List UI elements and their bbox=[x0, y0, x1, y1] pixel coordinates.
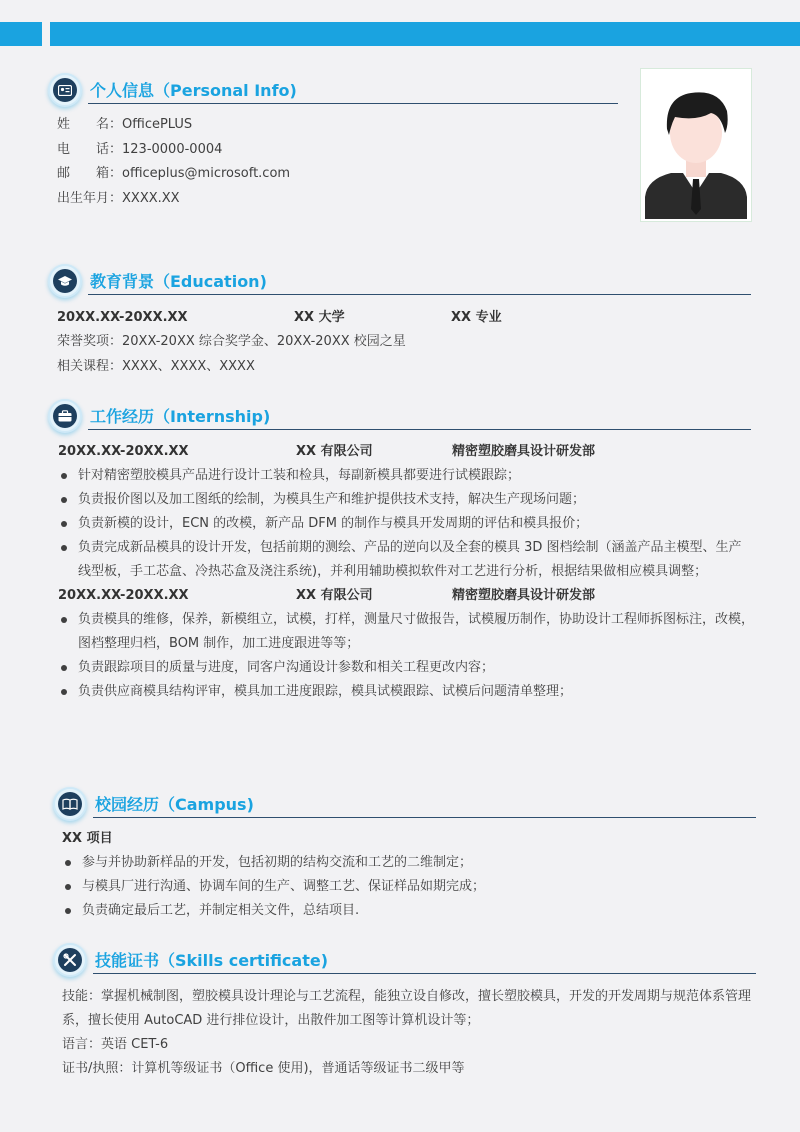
education-title: 教育背景（Education) bbox=[90, 272, 267, 291]
education-courses: 相关课程：XXXX、XXXX、XXXX bbox=[57, 358, 255, 374]
campus-title: 校园经历（Campus) bbox=[95, 795, 254, 814]
personal-section bbox=[48, 73, 618, 109]
skills-body bbox=[62, 985, 758, 1081]
work-section bbox=[48, 399, 751, 435]
education-date: 20XX.XX-20XX.XX bbox=[57, 310, 188, 325]
education-body bbox=[57, 306, 747, 379]
language-line: 语言：英语 CET-6 bbox=[62, 1037, 169, 1052]
graduation-cap-icon bbox=[48, 264, 82, 298]
job-dept: 精密塑胶磨具设计研发部 bbox=[452, 444, 596, 459]
list-item: 负责供应商模具结构评审，模具加工进度跟踪，模具试模跟踪、试模后问题清单整理； bbox=[58, 680, 754, 704]
job-company: XX 有限公司 bbox=[296, 444, 373, 459]
education-school: XX 大学 bbox=[294, 310, 345, 325]
job-dept: 精密塑胶磨具设计研发部 bbox=[452, 588, 596, 603]
job-header-row bbox=[58, 584, 754, 608]
education-major: XX 专业 bbox=[451, 310, 502, 325]
tools-icon bbox=[53, 943, 87, 977]
list-item: 负责模具的维修，保养，新模组立，试模，打样，测量尺寸做报告，试模履历制作，协助设计工程师拆图标注，改模，图档整理归档，BOM 制作，加工进度跟进等等； bbox=[58, 608, 754, 656]
profile-photo bbox=[640, 68, 752, 222]
section-divider bbox=[88, 294, 751, 295]
work-title: 工作经历（Internship) bbox=[90, 407, 271, 426]
campus-body bbox=[62, 827, 752, 923]
job-header-row bbox=[58, 440, 754, 464]
avatar-icon bbox=[641, 69, 751, 221]
certificate-line: 证书/执照：计算机等级证书（Office 使用)，普通话等级证书二级甲等 bbox=[62, 1061, 465, 1076]
education-honors: 荣誉奖项：20XX-20XX 综合奖学金、20XX-20XX 校园之星 bbox=[57, 334, 406, 349]
section-divider bbox=[88, 103, 618, 104]
section-divider bbox=[93, 973, 756, 974]
list-item: 参与并协助新样品的开发，包括初期的结构交流和工艺的二维制定； bbox=[62, 851, 752, 875]
list-item: 负责确定最后工艺，并制定相关文件，总结项目. bbox=[62, 899, 752, 923]
briefcase-icon bbox=[48, 399, 82, 433]
section-divider bbox=[93, 817, 756, 818]
list-item: 负责新模的设计，ECN 的改模，新产品 DFM 的制作与模具开发周期的评估和模具报价； bbox=[58, 512, 754, 536]
job-date: 20XX.XX-20XX.XX bbox=[58, 588, 189, 603]
id-card-icon bbox=[48, 73, 82, 107]
campus-section bbox=[53, 787, 756, 823]
job-date: 20XX.XX-20XX.XX bbox=[58, 444, 189, 459]
field-birth: 出生年月：XXXX.XX bbox=[57, 190, 180, 206]
work-body bbox=[58, 440, 754, 704]
list-item: 与模具厂进行沟通、协调车间的生产、调整工艺、保证样品如期完成； bbox=[62, 875, 752, 899]
field-name: 姓 名：OfficePLUS bbox=[57, 117, 193, 132]
personal-fields bbox=[57, 113, 290, 211]
top-bar-right bbox=[50, 22, 800, 46]
job-company: XX 有限公司 bbox=[296, 588, 373, 603]
personal-title: 个人信息（Personal Info) bbox=[90, 81, 297, 100]
book-icon bbox=[53, 787, 87, 821]
skills-line: 技能：掌握机械制图，塑胶模具设计理论与工艺流程，能独立设自修改，擅长塑胶模具，开发的开发周期与规范体系管理系，擅长使用 AutoCAD 进行排位设计，出散件加工图等计算机设计等； bbox=[62, 989, 752, 1028]
list-item: 负责报价图以及加工图纸的绘制，为模具生产和维护提供技术支持，解决生产现场问题； bbox=[58, 488, 754, 512]
section-divider bbox=[88, 429, 751, 430]
field-email: 邮 箱：officeplus@microsoft.com bbox=[57, 166, 291, 181]
list-item: 负责跟踪项目的质量与进度，同客户沟通设计参数和相关工程更改内容； bbox=[58, 656, 754, 680]
list-item: 负责完成新品模具的设计开发，包括前期的测绘、产品的逆向以及全套的模具 3D 图档绘制（涵盖产品主模型、生产线型板，手工芯盒、冷热芯盒及浇注系统)，并利用辅助模拟软件对工艺进行分析，根据结果做相应模具调整； bbox=[58, 536, 754, 584]
campus-project: XX 项目 bbox=[62, 831, 113, 846]
list-item: 针对精密塑胶模具产品进行设计工装和检具，每副新模具都要进行试模跟踪； bbox=[58, 464, 754, 488]
top-bar-left bbox=[0, 22, 42, 46]
education-header-row bbox=[57, 306, 747, 330]
skills-section bbox=[53, 943, 756, 979]
education-section bbox=[48, 264, 751, 300]
field-phone: 电 话：123-0000-0004 bbox=[57, 141, 223, 157]
skills-title: 技能证书（Skills certificate) bbox=[95, 951, 329, 970]
